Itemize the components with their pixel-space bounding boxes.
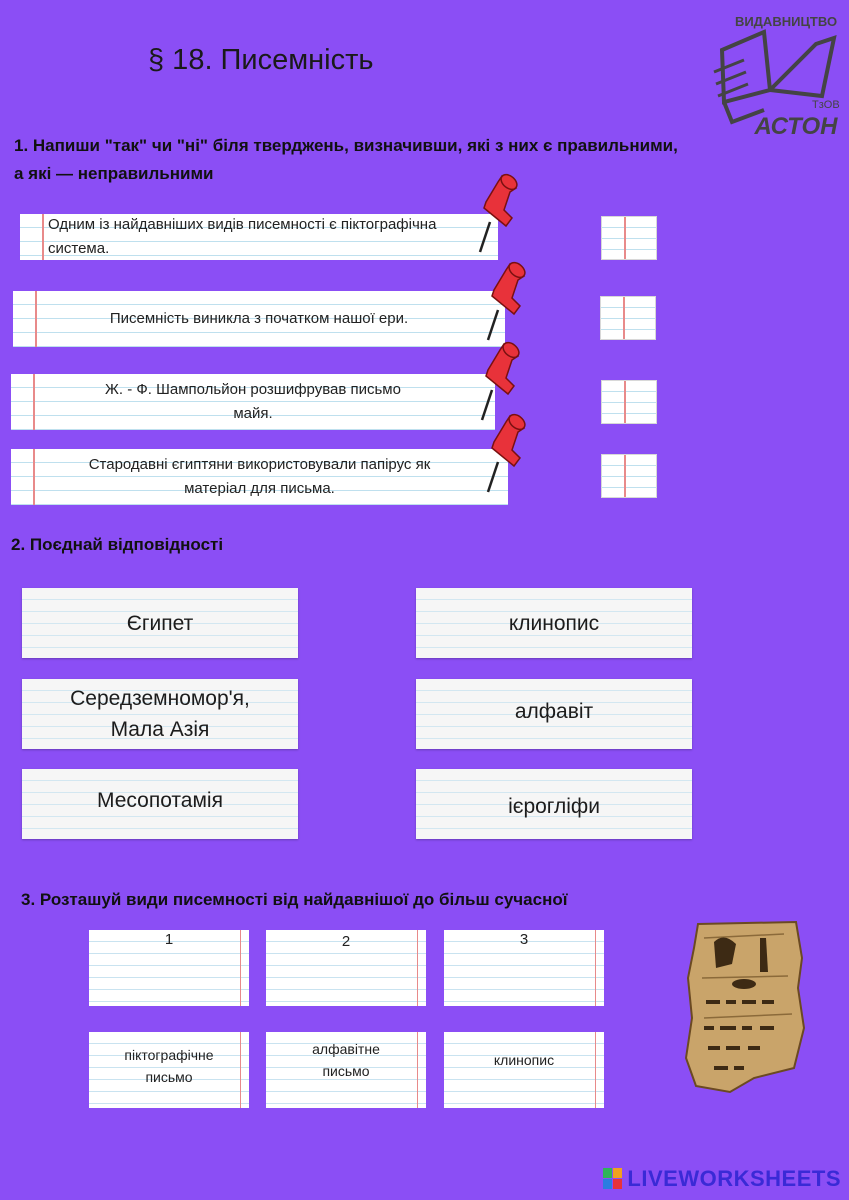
page-title: § 18. Писемність [148,44,374,76]
order-option-1[interactable] [89,1032,249,1108]
liveworksheets-logo [602,1166,841,1192]
task3-heading: 3. Розташуй види писемності від найдавнішої до більш сучасної [21,890,568,909]
live-badge-icon [602,1167,624,1191]
match-left-2[interactable] [22,679,298,749]
order-option-2-line2: письмо [322,1063,370,1079]
match-left-3-text: Месопотамія [97,788,223,812]
match-left-1-text: Єгипет [126,611,194,635]
order-slot-2[interactable] [266,930,426,1006]
order-option-2[interactable] [266,1032,426,1108]
publisher-logo [704,10,844,140]
order-option-3-line1: клинопис [493,1052,555,1068]
match-right-1-text: клинопис [508,611,600,635]
order-slot-1-number: 1 [164,931,174,948]
task2-heading: 2. Поєднай відповідності [11,535,224,554]
publisher-brand: АСТОН [754,113,838,140]
order-option-1-line2: письмо [145,1069,193,1085]
order-option-3[interactable] [444,1032,604,1108]
statement-3-line1: Ж. - Ф. Шампольйон розшифрував письмо [105,381,401,398]
publisher-top-text: ВИДАВНИЦТВО [734,14,838,29]
statement-1 [20,214,498,260]
task1-heading [14,132,678,188]
match-right-3[interactable] [416,769,692,839]
statement-4-line2: матеріал для письма. [184,480,335,497]
order-slot-3-number: 3 [519,931,529,948]
match-right-3-text: ієрогліфи [508,794,600,818]
push-pin-icon [484,256,530,342]
match-right-2[interactable] [416,679,692,749]
publisher-form: ТзОВ [812,99,840,111]
ancient-tablet-image [684,918,806,1094]
statement-3 [11,374,495,430]
match-left-3[interactable] [22,769,298,839]
match-right-2-text: алфавіт [514,699,594,723]
push-pin-icon [476,168,522,254]
statement-4 [11,449,508,505]
liveworksheets-brand: LIVEWORKSHEETS [627,1166,841,1191]
push-pin-icon [484,408,530,494]
order-option-1-line1: піктографічне [124,1047,214,1063]
statement-2-line1: Писемність виникла з початком нашої ери. [109,310,409,327]
answer-field-2[interactable] [600,296,656,340]
statement-3-line2: майя. [233,405,273,422]
match-left-1[interactable] [22,588,298,658]
match-left-2-line2: Мала Азія [110,718,210,741]
order-slot-2-number: 2 [341,933,351,950]
answer-field-1[interactable] [601,216,657,260]
order-slot-1[interactable] [89,930,249,1006]
task1-heading-line2: а які — неправильними [14,164,214,183]
statement-2 [13,291,505,347]
statement-1-line1: Одним із найдавніших видів писемності є піктографічна [48,216,437,233]
match-right-1[interactable] [416,588,692,658]
order-option-2-line1: алфавітне [312,1041,380,1057]
order-slot-3[interactable] [444,930,604,1006]
answer-field-4[interactable] [601,454,657,498]
statement-4-line1: Стародавні єгиптяни використовували папірус як [88,456,431,473]
match-left-2-line1: Середземномор'я, [70,687,250,710]
task1-heading-line1: 1. Напиши "так" чи "ні" біля тверджень, визначивши, які з них є правильними, [14,136,678,155]
answer-field-3[interactable] [601,380,657,424]
statement-1-line2: система. [48,240,110,257]
